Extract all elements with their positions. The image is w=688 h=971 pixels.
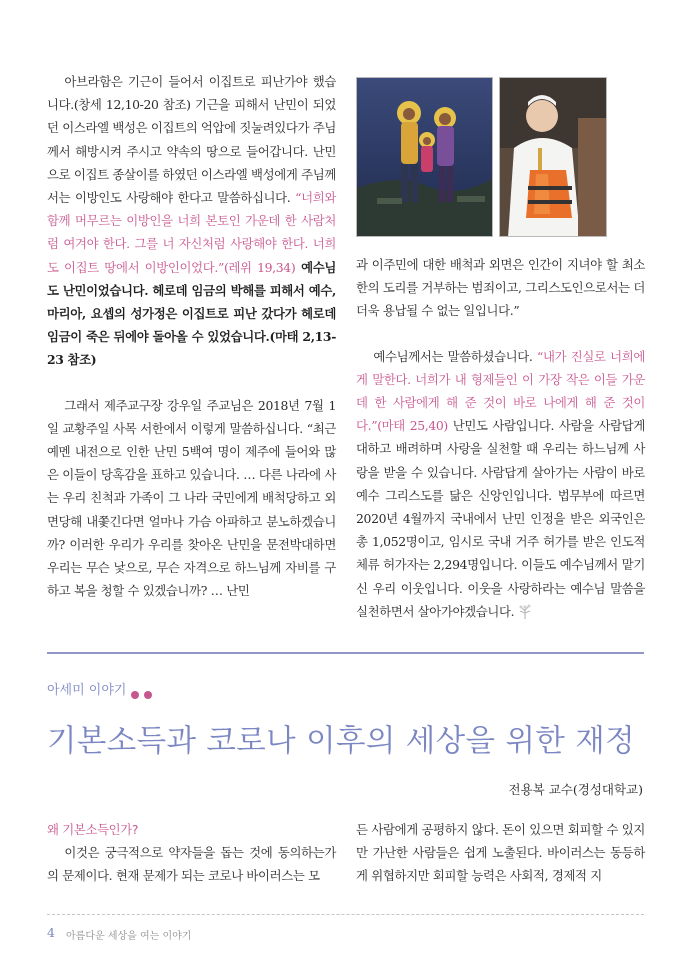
article-paragraph: 그래서 제주교구장 강우일 주교님은 2018년 7월 1일 교황주일 사목 서한에서 이렇게 말씀하십니다. “최근 예멘 내전으로 인한 난민 5백여 명이 제주에 들어와 많은 이들이 당혹감을 표하고 있습니다. … 다른 나라에 사는 우리 친척과 가족이 그 나라 국민에게 배척당하고 외면당해 내쫓긴다면 얼마나 가슴 아파하고 분노하겠습니까? 이러한 우리가 우리를 찾아온 난민을 문전박대하면 우리는 무슨 낯으로, 무슨 자격으로 하느님께 자비를 구하고 복을 청할 수 있겠습니까? … 난민	[47, 397, 336, 599]
photo-illustration	[500, 78, 607, 237]
article-paragraph: 예수님께서는 말씀하셨습니다. “내가 진실로 너희에게 말한다. 너희가 내 형제들인 이 가장 작은 이들 가운데 한 사람에게 해 준 것이 바로 나에게 해 준 것이다.”(마태 25,40) 난민도 사람입니다. 사람을 사람답게 대하고 배려하며 사랑을 실천할 때 우리는 하느님께 사랑을 받을 수 있습니다. 사람답게 살아가는 사람이 바로 예수 그리스도를 닮은 신앙인입니다. 법무부에 따르면 2020년 4월까지 국내에서 난민 인정을 받은 외국인은 총 1,052명이고, 임시로 국내 거주 허가를 받은 인도적 체류 허가자는 2,294명입니다. 이들도 예수님께서 맡기신 우리 이웃입니다. 이웃을 사랑하라는 예수님 말씀을 실천하면서 살아가야겠습니다.	[356, 348, 645, 619]
bold-statement: 예수님도 난민이었습니다. 헤로데 임금의 박해를 피해서 예수, 마리아, 요셉의 성가정은 이집트로 피난 갔다가 헤로데 임금이 죽은 뒤에야 돌아올 수 있었습니다.(마태 2,13-23 참조)	[47, 259, 336, 368]
bible-quote-matthew: “내가 진실로 너희에게 말한다. 너희가 내 형제들인 이 가장 작은 이들 가운데 한 사람에게 해 준 것이 바로 나에게 해 준 것이다.”(마태 25,40)	[356, 348, 645, 434]
article-paragraph: 든 사람에게 공평하지 않다. 돈이 있으면 회피할 수 있지만 가난한 사람들은 쉽게 노출된다. 바이러스는 동등하게 위협하지만 회피할 능력은 사회적, 경제적 지	[356, 822, 645, 884]
pope-with-life-jacket-photo	[499, 77, 607, 237]
dot	[131, 691, 139, 699]
tree-end-icon	[516, 602, 534, 620]
article-right-column	[356, 253, 645, 623]
publication-title: 아름다운 세상을 여는 이야기	[66, 931, 192, 942]
second-article-left-column	[47, 818, 336, 888]
holy-family-refugee-painting	[356, 77, 493, 237]
article-headline: 기본소득과 코로나 이후의 세상을 위한 재정	[47, 724, 636, 759]
bible-quote-leviticus: “너희와 함께 머무르는 이방인을 너희 본토인 가운데 한 사람처럼 여겨야 한다. 그를 너 자신처럼 사랑해야 한다. 너희도 이집트 땅에서 이방인이었다.”(레위 19,34)	[47, 190, 336, 275]
painting-illustration	[357, 78, 493, 237]
page-number: 4	[47, 925, 55, 940]
dot	[144, 691, 152, 699]
second-article-right-column	[356, 818, 645, 888]
section-divider	[47, 652, 644, 654]
section-label: 아세미 이야기	[47, 683, 127, 698]
article-paragraph: 이것은 궁극적으로 약자들을 돕는 것에 동의하는가의 문제이다. 현재 문제가 되는 코로나 바이러스는 모	[47, 845, 336, 884]
section-dots	[131, 684, 157, 703]
author-byline: 전용복 교수(경성대학교)	[508, 782, 643, 797]
article-left-column	[47, 70, 336, 602]
article-subhead: 왜 기본소득인가?	[47, 822, 139, 837]
article-paragraph: 아브라함은 기근이 들어서 이집트로 피난가야 했습니다.(창세 12,10-20 참조) 기근을 피해서 난민이 되었던 이스라엘 백성은 이집트의 억압에 짓눌려있다가 주님께서 해방시켜 주시고 약속의 땅으로 들어갑니다. 난민으로 이집트 종살이를 하였던 이스라엘 백성에게 주님께서는 이방인도 사랑해야 한다고 말씀하십니다. “너희와 함께 머무르는 이방인을 너희 본토인 가운데 한 사람처럼 여겨야 한다. 그를 너 자신처럼 사랑해야 한다. 너희도 이집트 땅에서 이방인이었다.”(레위 19,34) 예수님도 난민이었습니다. 헤로데 임금의 박해를 피해서 예수, 마리아, 요셉의 성가정은 이집트로 피난 갔다가 헤로데 임금이 죽은 뒤에야 돌아올 수 있었습니다.(마태 2,13-23 참조)	[47, 74, 336, 368]
footer-divider	[47, 914, 644, 915]
article-paragraph: 과 이주민에 대한 배척과 외면은 인간이 지녀야 할 최소한의 도리를 거부하는 범죄이고, 그리스도인으로서는 더더욱 용납될 수 없는 일입니다.”	[356, 257, 645, 319]
